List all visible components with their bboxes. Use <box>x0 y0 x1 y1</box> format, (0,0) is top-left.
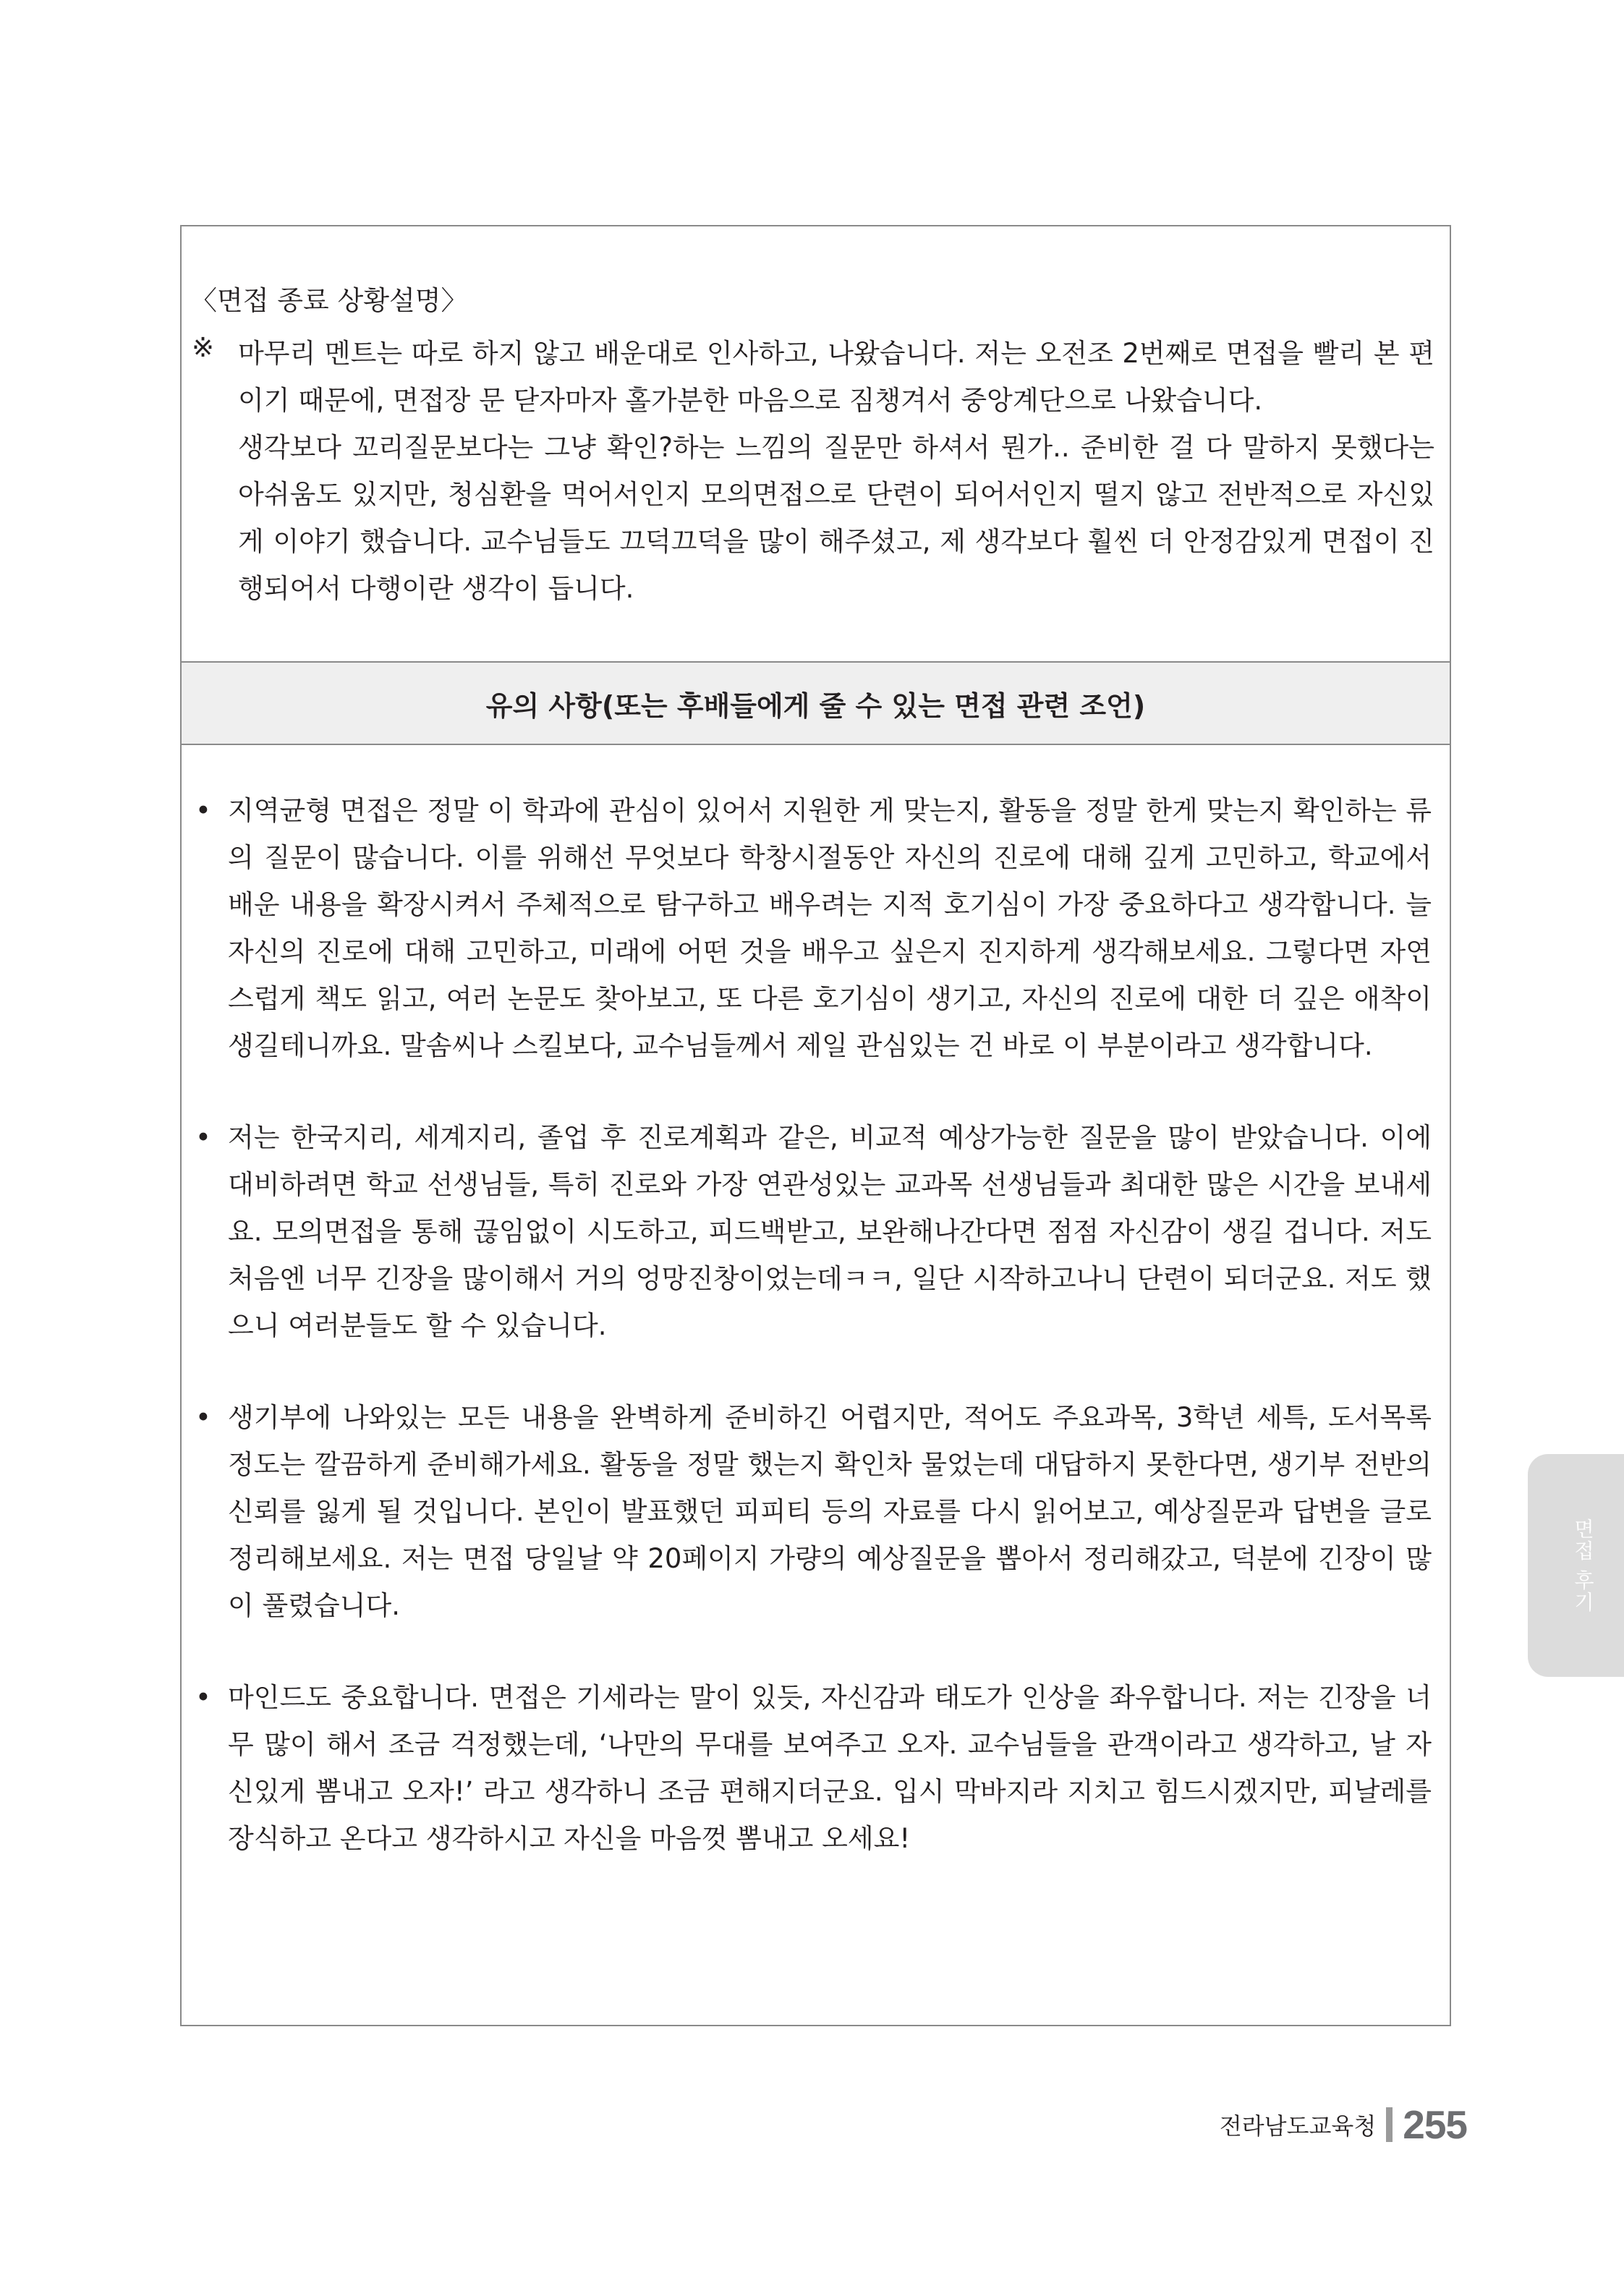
advice-section-header <box>182 663 1450 745</box>
advice-list <box>192 787 1432 1862</box>
advice-item <box>192 787 1432 1069</box>
advice-item <box>192 1114 1432 1349</box>
advice-heading: 유의 사항(또는 후배들에게 줄 수 있는 면접 관련 조언) <box>485 689 1146 722</box>
advice-item <box>192 1674 1432 1862</box>
interview-end-paragraph: 생각보다 꼬리질문보다는 그냥 확인?하는 느낌의 질문만 하셔서 뭔가.. 준비한 걸 다 말하지 못했다는 아쉬움도 있지만, 청심환을 먹어서인지 모의면접으로 단련이 되어서인지 떨지 않고 전반적으로 자신있게 이야기 했습니다. 교수님들도 끄덕끄덕을 많이 해주셨고, 제 생각보다 훨씬 더 안정감있게 면접이 진행되어서 다행이란 생각이 듭니다. <box>238 432 1434 604</box>
advice-item-text: 생기부에 나와있는 모든 내용을 완벽하게 준비하긴 어렵지만, 적어도 주요과목, 3학년 세특, 도서목록 정도는 깔끔하게 준비해가세요. 활동을 정말 했는지 확인차 물었는데 대답하지 못한다면, 생기부 전반의 신뢰를 잃게 될 것입니다. 본인이 발표했던 피피티 등의 자료를 다시 읽어보고, 예상질문과 답변을 글로 정리해보세요. 저는 면접 당일날 약 20페이지 가량의 예상질문을 뽑아서 정리해갔고, 덕분에 긴장이 많이 풀렸습니다. <box>228 1402 1432 1621</box>
footer-divider <box>1386 2107 1393 2142</box>
chapter-side-tab-label: 면접 후기 <box>1571 1518 1595 1613</box>
footer-organization: 전라남도교육청 <box>1219 2112 1377 2140</box>
bullet-icon: • <box>195 1122 211 1153</box>
page-number: 255 <box>1403 2102 1467 2147</box>
advice-item-text: 지역균형 면접은 정말 이 학과에 관심이 있어서 지원한 게 맞는지, 활동을 정말 한게 맞는지 확인하는 류의 질문이 많습니다. 이를 위해선 무엇보다 학창시절동안 자신의 진로에 대해 깊게 고민하고, 학교에서 배운 내용을 확장시켜서 주체적으로 탐구하고 배우려는 지적 호기심이 가장 중요하다고 생각합니다. 늘 자신의 진로에 대해 고민하고, 미래에 어떤 것을 배우고 싶은지 진지하게 생각해보세요. 그렇다면 자연스럽게 책도 읽고, 여러 논문도 찾아보고, 또 다른 호기심이 생기고, 자신의 진로에 대한 더 깊은 애착이 생길테니까요. 말솜씨나 스킬보다, 교수님들께서 제일 관심있는 건 바로 이 부분이라고 생각합니다. <box>228 795 1432 1061</box>
interview-end-heading: 〈면접 종료 상황설명〉 <box>190 285 468 316</box>
interview-end-text <box>238 330 1434 612</box>
interview-review-box <box>180 225 1451 2026</box>
interview-end-section <box>182 226 1450 663</box>
bullet-icon: • <box>195 1402 211 1433</box>
chapter-side-tab <box>1528 1454 1624 1677</box>
advice-item-text: 저는 한국지리, 세계지리, 졸업 후 진로계획과 같은, 비교적 예상가능한 질문을 많이 받았습니다. 이에 대비하려면 학교 선생님들, 특히 진로와 가장 연관성있는 교과목 선생님들과 최대한 많은 시간을 보내세요. 모의면접을 통해 끊임없이 시도하고, 피드백받고, 보완해나간다면 점점 자신감이 생길 겁니다. 저도 처음엔 너무 긴장을 많이해서 거의 엉망진창이었는데ㅋㅋ, 일단 시작하고나니 단련이 되더군요. 저도 했으니 여러분들도 할 수 있습니다. <box>228 1122 1432 1341</box>
advice-item-text: 마인드도 중요합니다. 면접은 기세라는 말이 있듯, 자신감과 태도가 인상을 좌우합니다. 저는 긴장을 너무 많이 해서 조금 걱정했는데, ‘나만의 무대를 보여주고 오자. 교수님들을 관객이라고 생각하고, 날 자신있게 뽐내고 오자!’ 라고 생각하니 조금 편해지더군요. 입시 막바지라 지치고 힘드시겠지만, 피날레를 장식하고 온다고 생각하시고 자신을 마음껏 뽐내고 오세요! <box>228 1682 1432 1854</box>
reference-mark: ※ <box>192 332 215 363</box>
bullet-icon: • <box>195 1682 211 1713</box>
page-footer <box>1220 2101 1467 2148</box>
advice-item <box>192 1394 1432 1629</box>
interview-end-paragraph: 마무리 멘트는 따로 하지 않고 배운대로 인사하고, 나왔습니다. 저는 오전조 2번째로 면접을 빨리 본 편이기 때문에, 면접장 문 닫자마자 홀가분한 마음으로 짐챙겨서 중앙계단으로 나왔습니다. <box>238 338 1434 416</box>
bullet-icon: • <box>195 795 211 826</box>
